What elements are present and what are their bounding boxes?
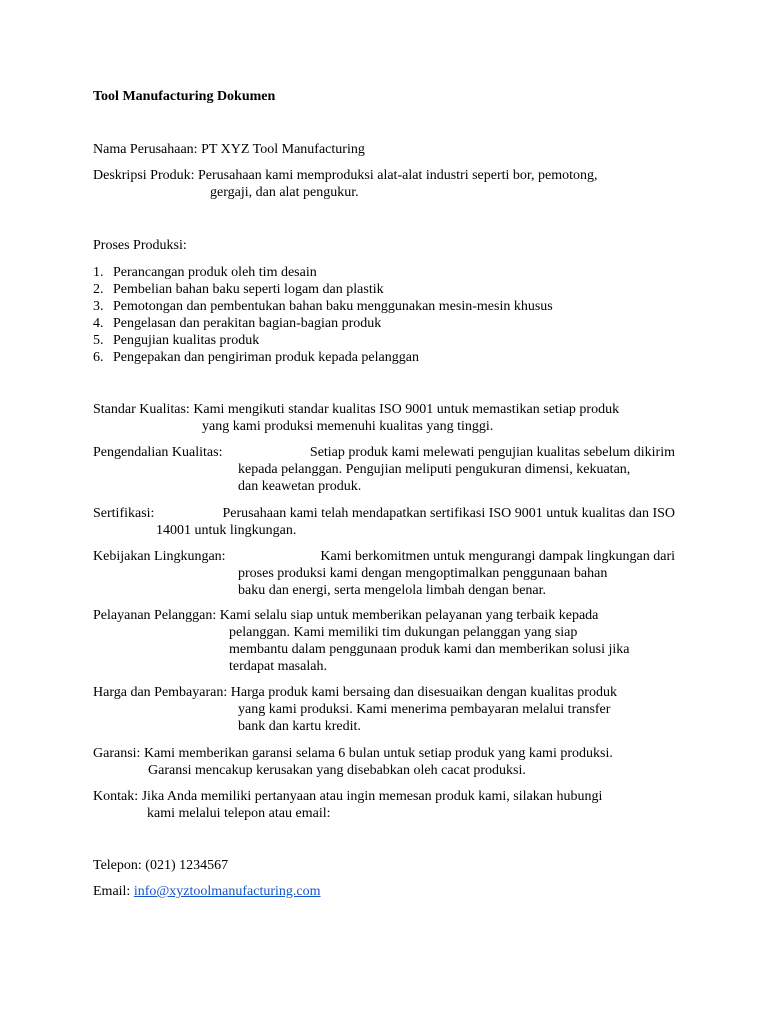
list-item: 3. Pemotongan dan pembentukan bahan baku menggunakan mesin-mesin khusus bbox=[93, 299, 553, 314]
environment-line-1: Kami berkomitmen untuk mengurangi dampak lingkungan dari bbox=[320, 549, 675, 564]
service-line-2: pelanggan. Kami memiliki tim dukungan pelanggan yang siap bbox=[229, 625, 578, 640]
environment-line-2: proses produksi kami dengan mengoptimalkan penggunaan bahan bbox=[238, 566, 608, 581]
document-title: Tool Manufacturing Dokumen bbox=[93, 89, 276, 104]
quality-standard-label: Standar Kualitas: bbox=[93, 402, 190, 417]
description-label: Deskripsi Produk: bbox=[93, 168, 195, 183]
service-line-1: Kami selalu siap untuk memberikan pelayanan yang terbaik kepada bbox=[219, 608, 599, 623]
quality-standard-line-1: Kami mengikuti standar kualitas ISO 9001 untuk memastikan setiap produk bbox=[193, 402, 620, 417]
quality-standard-line-2: yang kami produksi memenuhi kualitas yang tinggi. bbox=[202, 419, 494, 434]
certification-section bbox=[93, 505, 675, 539]
description-line-1: Perusahaan kami memproduksi alat-alat industri seperti bor, pemotong, bbox=[198, 168, 598, 183]
quality-control-label: Pengendalian Kualitas: bbox=[93, 445, 223, 460]
company-value: PT XYZ Tool Manufacturing bbox=[201, 142, 365, 157]
contact-label: Kontak: bbox=[93, 789, 139, 804]
warranty-line-1: Kami memberikan garansi selama 6 bulan untuk setiap produk yang kami produksi. bbox=[143, 746, 613, 761]
environment-line-3: baku dan energi, serta mengelola limbah dengan benar. bbox=[238, 583, 547, 598]
certification-line-1: Perusahaan kami telah mendapatkan sertifikasi ISO 9001 untuk kualitas dan ISO bbox=[222, 506, 675, 521]
pricing-section bbox=[93, 684, 675, 735]
process-heading: Proses Produksi: bbox=[93, 238, 187, 253]
company-row bbox=[93, 141, 675, 158]
warranty-line-2: Garansi mencakup kerusakan yang disebabkan oleh cacat produksi. bbox=[148, 763, 526, 778]
service-line-4: terdapat masalah. bbox=[229, 659, 327, 674]
certification-label: Sertifikasi: bbox=[93, 506, 155, 521]
pricing-line-2: yang kami produksi. Kami menerima pembayaran melalui transfer bbox=[238, 702, 611, 717]
contact-section bbox=[93, 788, 675, 822]
contact-line-1: Jika Anda memiliki pertanyaan atau ingin memesan produk kami, silakan hubungi bbox=[141, 789, 603, 804]
environment-label: Kebijakan Lingkungan: bbox=[93, 549, 226, 564]
list-item: 4. Pengelasan dan perakitan bagian-bagian produk bbox=[93, 316, 382, 331]
quality-control-line-1: Setiap produk kami melewati pengujian kualitas sebelum dikirim bbox=[309, 445, 675, 460]
list-item: 6. Pengepakan dan pengiriman produk kepada pelanggan bbox=[93, 350, 419, 365]
list-item: 2. Pembelian bahan baku seperti logam dan plastik bbox=[93, 282, 384, 297]
email-link[interactable]: info@xyztoolmanufacturing.com bbox=[133, 884, 321, 899]
list-item: 1. Perancangan produk oleh tim desain bbox=[93, 265, 317, 280]
quality-control-line-2: kepada pelanggan. Pengujian meliputi pengukuran dimensi, kekuatan, bbox=[238, 462, 631, 477]
list-item: 5. Pengujian kualitas produk bbox=[93, 333, 260, 348]
environment-section bbox=[93, 548, 675, 599]
quality-standard-section bbox=[93, 401, 675, 435]
quality-control-line-3: dan keawetan produk. bbox=[238, 479, 362, 494]
email-row bbox=[93, 883, 675, 900]
phone-label: Telepon: bbox=[93, 858, 142, 873]
certification-line-2: 14001 untuk lingkungan. bbox=[156, 523, 297, 538]
warranty-label: Garansi: bbox=[93, 746, 141, 761]
email-label: Email: bbox=[93, 884, 131, 899]
service-section bbox=[93, 607, 675, 675]
pricing-line-1: Harga produk kami bersaing dan disesuaikan dengan kualitas produk bbox=[230, 685, 617, 700]
pricing-label: Harga dan Pembayaran: bbox=[93, 685, 228, 700]
warranty-section bbox=[93, 745, 675, 779]
process-list bbox=[93, 264, 675, 366]
company-label: Nama Perusahaan: bbox=[93, 142, 198, 157]
phone-row bbox=[93, 857, 675, 874]
description-line-2: gergaji, dan alat pengukur. bbox=[210, 185, 359, 200]
service-label: Pelayanan Pelanggan: bbox=[93, 608, 217, 623]
contact-line-2: kami melalui telepon atau email: bbox=[147, 806, 331, 821]
pricing-line-3: bank dan kartu kredit. bbox=[238, 719, 361, 734]
quality-control-section bbox=[93, 444, 675, 495]
phone-value: (021) 1234567 bbox=[145, 858, 229, 873]
service-line-3: membantu dalam penggunaan produk kami dan memberikan solusi jika bbox=[229, 642, 630, 657]
description-section bbox=[93, 167, 675, 201]
